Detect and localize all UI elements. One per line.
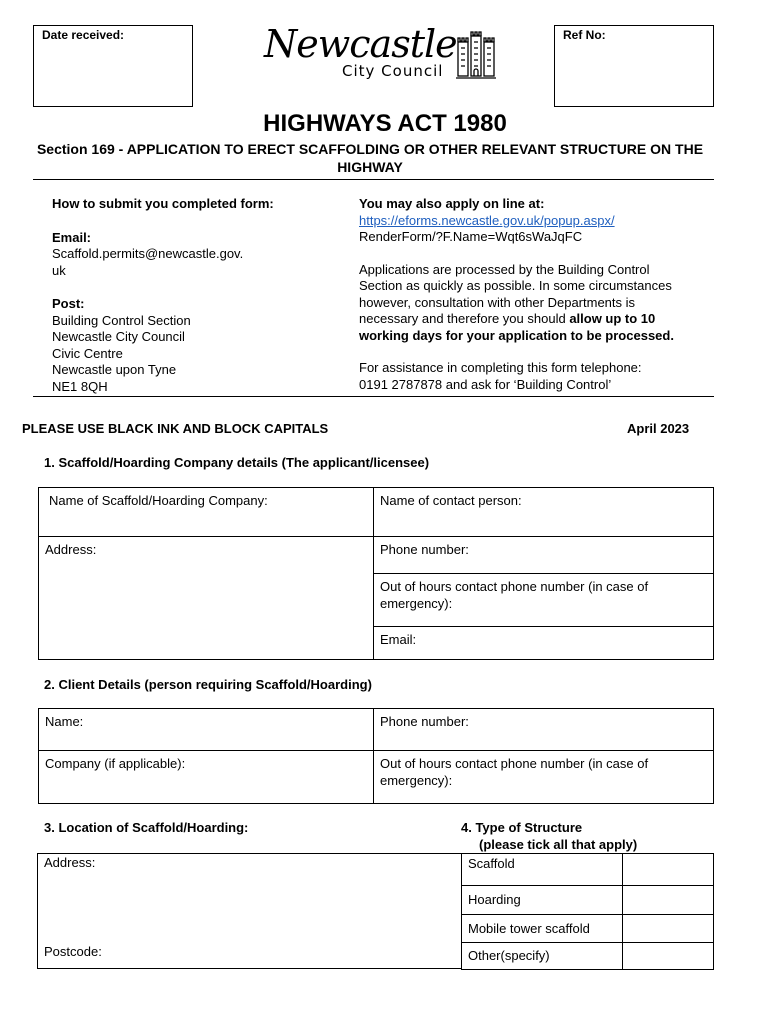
- contact-person-label: Name of contact person:: [380, 493, 522, 508]
- divider-info: [33, 396, 714, 397]
- structure-option-label: Hoarding: [468, 892, 521, 907]
- structure-option: [462, 886, 623, 915]
- email-address: Scaffold.permits@newcastle.gov.: [52, 246, 244, 261]
- client-name-field[interactable]: [39, 709, 374, 751]
- structure-option-label: Other(specify): [468, 948, 550, 963]
- location-postcode-label: Postcode:: [44, 944, 102, 959]
- section2-heading: 2. Client Details (person requiring Scaffold/Hoarding): [44, 677, 372, 692]
- location-address-label: Address:: [44, 855, 96, 870]
- council-logo: [262, 22, 502, 84]
- company-ooh-label: Out of hours contact phone number (in case of emergency):: [380, 579, 649, 611]
- submit-heading: How to submit you completed form:: [52, 196, 274, 211]
- structure-tick-box[interactable]: [623, 886, 714, 915]
- structure-option-label: Scaffold: [468, 856, 515, 871]
- company-phone-field[interactable]: [374, 537, 714, 574]
- company-phone-label: Phone number:: [380, 542, 469, 557]
- company-email-label: Email:: [380, 632, 417, 647]
- company-details-table: [38, 487, 714, 660]
- client-ooh-field[interactable]: [374, 751, 714, 804]
- company-ooh-field[interactable]: [374, 574, 714, 627]
- company-name-field[interactable]: [39, 488, 374, 537]
- online-url-link[interactable]: https://eforms.newcastle.gov.uk/popup.aspx/: [359, 212, 615, 228]
- client-name-label: Name:: [45, 714, 84, 729]
- online-url-cont: RenderForm/?F.Name=Wqt6sWaJqFC: [359, 229, 583, 244]
- online-info: [359, 196, 719, 393]
- submit-info: [52, 196, 312, 395]
- contact-person-field[interactable]: [374, 488, 714, 537]
- client-company-field[interactable]: [39, 751, 374, 804]
- post-line: Newcastle City Council: [52, 329, 185, 344]
- client-phone-label: Phone number:: [380, 714, 469, 729]
- structure-option: [462, 854, 623, 886]
- structure-option: [462, 943, 623, 970]
- processing-line: however, consultation with other Departments is: [359, 294, 636, 310]
- post-line: Civic Centre: [52, 345, 123, 361]
- processing-days-cont: working days for your application to be processed.: [359, 327, 674, 343]
- location-address-field[interactable]: [37, 853, 462, 969]
- assist-phone: 0191 2787878 and ask for ‘Building Control’: [359, 376, 612, 392]
- castle-crest-icon: [454, 28, 498, 82]
- processing-line: Applications are processed by the Building Control: [359, 261, 650, 277]
- structure-tick-box[interactable]: [623, 915, 714, 943]
- section1-heading: 1. Scaffold/Hoarding Company details (The applicant/licensee): [44, 455, 430, 470]
- ref-no-label: Ref No:: [563, 28, 606, 42]
- post-label: Post:: [52, 296, 85, 311]
- post-line: NE1 8QH: [52, 378, 108, 394]
- assist-line: For assistance in completing this form telephone:: [359, 360, 642, 375]
- email-address-cont: uk: [52, 262, 66, 278]
- logo-sub: City Council: [342, 62, 444, 80]
- structure-option-label: Mobile tower scaffold: [468, 921, 590, 936]
- page-subtitle: Section 169 - APPLICATION TO ERECT SCAFFOLDING OR OTHER RELEVANT STRUCTURE ON THE HIGHWAY: [36, 141, 704, 175]
- email-label: Email:: [52, 229, 92, 245]
- form-date: April 2023: [627, 421, 690, 436]
- structure-tick-box[interactable]: [623, 943, 714, 970]
- section3-heading: 3. Location of Scaffold/Hoarding:: [44, 820, 249, 835]
- client-details-table: [38, 708, 714, 804]
- section4-subheading: (please tick all that apply): [479, 837, 638, 852]
- structure-option: [462, 915, 623, 943]
- date-received-label: Date received:: [42, 28, 125, 42]
- client-ooh-label: Out of hours contact phone number (in case of emergency):: [380, 756, 649, 788]
- ref-no-box[interactable]: [554, 25, 714, 107]
- ink-notice: PLEASE USE BLACK INK AND BLOCK CAPITALS: [22, 421, 329, 436]
- company-name-label: Name of Scaffold/Hoarding Company:: [49, 493, 268, 508]
- page-title: HIGHWAYS ACT 1980: [263, 110, 507, 137]
- post-line: Newcastle upon Tyne: [52, 362, 177, 377]
- logo-name: Newcastle: [264, 22, 457, 66]
- structure-tick-box[interactable]: [623, 854, 714, 886]
- client-company-label: Company (if applicable):: [45, 756, 186, 771]
- company-address-label: Address:: [45, 542, 97, 557]
- processing-line: Section as quickly as possible. In some circumstances: [359, 278, 672, 293]
- client-phone-field[interactable]: [374, 709, 714, 751]
- structure-type-table: [461, 853, 714, 970]
- date-received-box[interactable]: [33, 25, 193, 107]
- section4-heading: 4. Type of Structure: [461, 820, 583, 835]
- company-address-field[interactable]: [39, 537, 374, 660]
- company-email-field[interactable]: [374, 627, 714, 660]
- online-heading: You may also apply on line at:: [359, 196, 545, 211]
- divider-top: [33, 179, 714, 180]
- processing-days: allow up to 10: [569, 311, 656, 326]
- post-line: Building Control Section: [52, 312, 191, 328]
- processing-line: necessary and therefore you should: [359, 311, 566, 326]
